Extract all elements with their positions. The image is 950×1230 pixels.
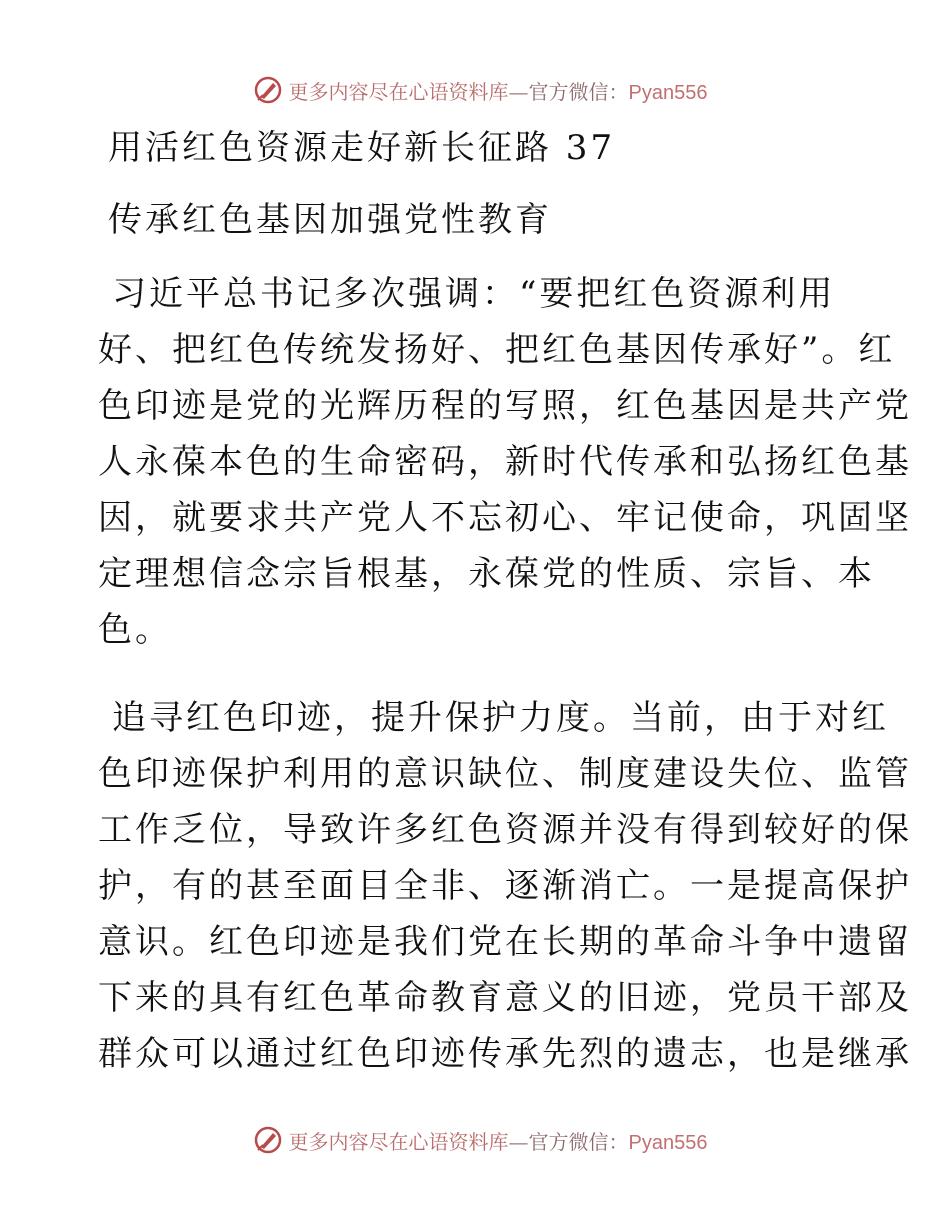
banner-dash: — xyxy=(508,79,529,104)
pen-nib-logo-icon xyxy=(253,1125,283,1155)
paragraph-line: 色印迹是党的光辉历程的写照，红色基因是共产党 xyxy=(98,386,912,426)
paragraph-line: 工作乏位，导致许多红色资源并没有得到较好的保 xyxy=(98,810,912,850)
banner-wechat-handle: Pyan556 xyxy=(628,1131,708,1154)
banner-site-text: 更多内容尽在心语资料库 xyxy=(288,1129,509,1154)
banner-site-text: 更多内容尽在心语资料库 xyxy=(288,79,509,104)
pen-nib-logo-icon xyxy=(253,75,283,105)
paragraph-line: 色。 xyxy=(98,610,172,650)
banner-text xyxy=(289,1126,708,1155)
paragraph-2 xyxy=(98,690,912,1082)
banner-text xyxy=(289,76,708,105)
banner-dash: — xyxy=(508,1129,529,1154)
paragraph-1 xyxy=(98,266,912,658)
paragraph-line: 护，有的甚至面目全非、逐渐消亡。一是提高保护 xyxy=(98,866,912,906)
paragraph-line: 追寻红色印迹，提升保护力度。当前，由于对红 xyxy=(112,698,889,738)
paragraph-line: 习近平总书记多次强调：“要把红色资源利用 xyxy=(112,274,836,314)
footer-watermark-banner xyxy=(0,1120,950,1160)
banner-wechat-label: 官方微信： xyxy=(528,79,629,104)
paragraph-line: 群众可以通过红色印迹传承先烈的遗志，也是继承 xyxy=(98,1034,912,1074)
document-title: 用活红色资源走好新长征路 37 xyxy=(108,128,616,168)
paragraph-line: 下来的具有红色革命教育意义的旧迹，党员干部及 xyxy=(98,978,912,1018)
paragraph-line: 因，就要求共产党人不忘初心、牢记使命，巩固坚 xyxy=(98,498,912,538)
paragraph-line: 色印迹保护利用的意识缺位、制度建设失位、监管 xyxy=(98,754,912,794)
header-watermark-banner xyxy=(0,70,950,110)
banner-wechat-handle: Pyan556 xyxy=(628,81,708,104)
banner-wechat-label: 官方微信： xyxy=(528,1129,629,1154)
paragraph-line: 意识。红色印迹是我们党在长期的革命斗争中遗留 xyxy=(98,922,912,962)
paragraph-line: 好、把红色传统发扬好、把红色基因传承好”。红 xyxy=(98,330,896,370)
paragraph-line: 定理想信念宗旨根基，永葆党的性质、宗旨、本 xyxy=(98,554,875,594)
paragraph-line: 人永葆本色的生命密码，新时代传承和弘扬红色基 xyxy=(98,442,912,482)
document-subtitle: 传承红色基因加强党性教育 xyxy=(108,200,552,240)
